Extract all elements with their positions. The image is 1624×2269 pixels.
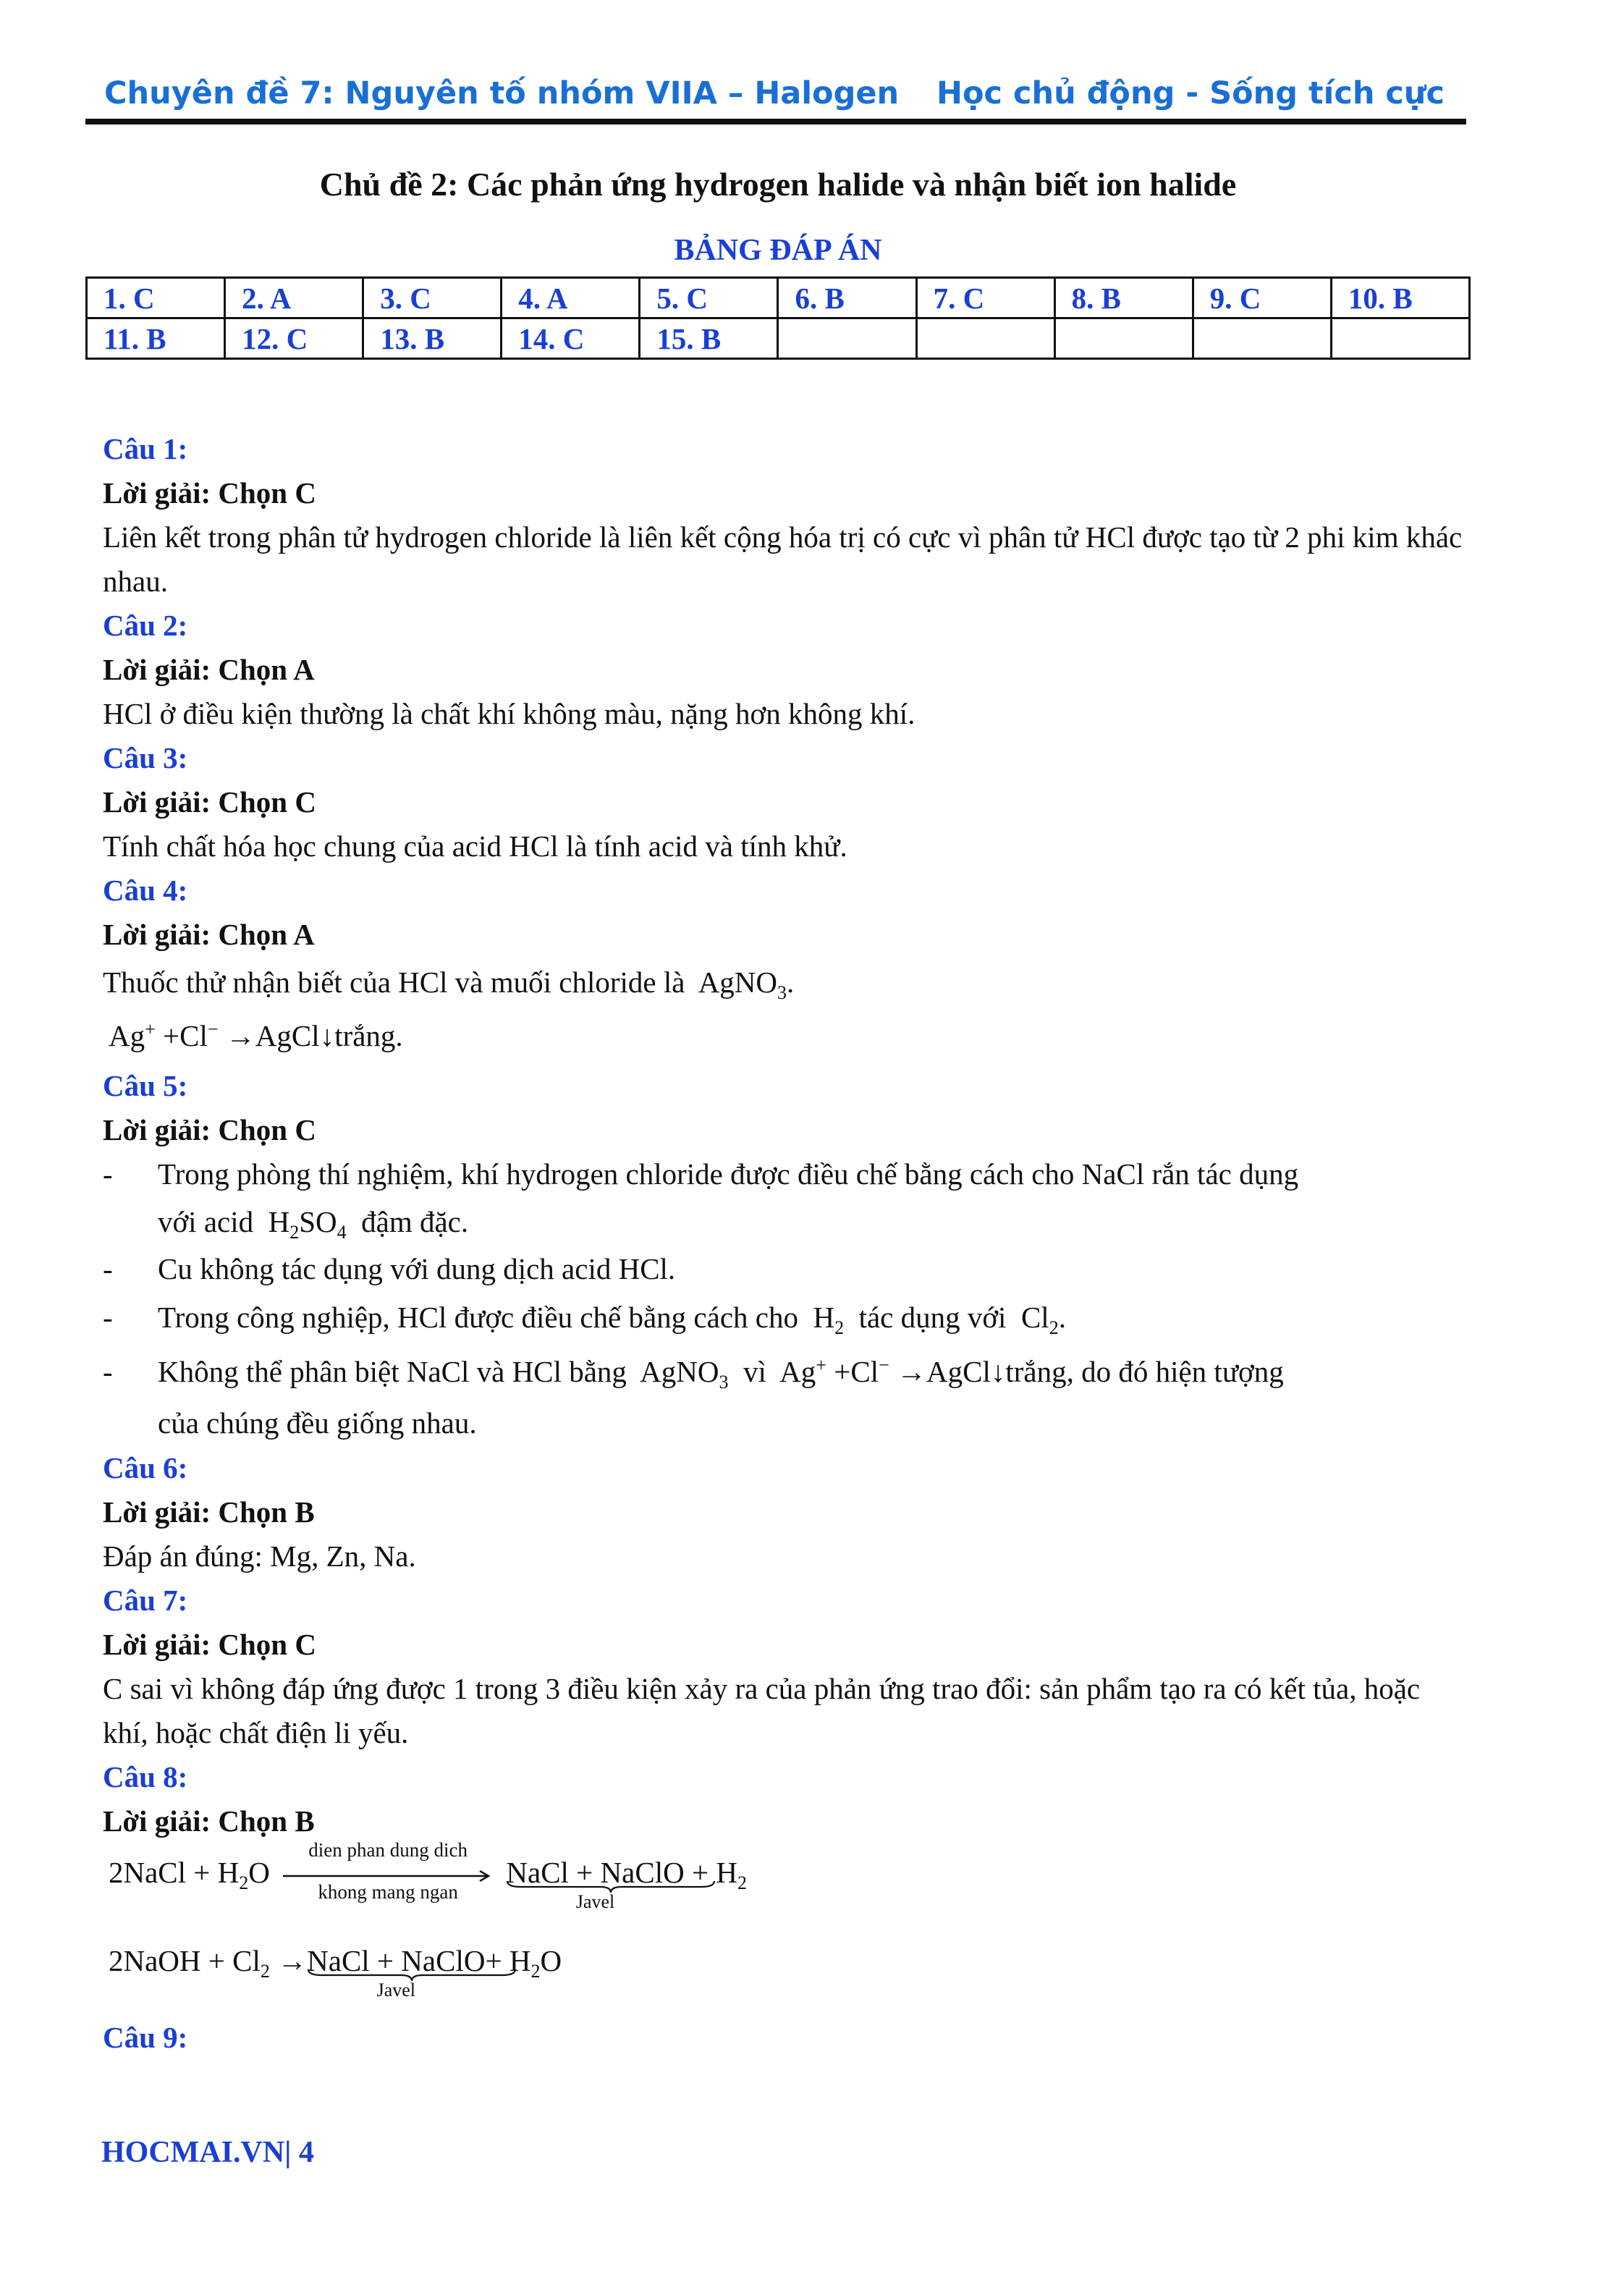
question-7-text: C sai vì không đáp ứng được 1 trong 3 điều kiện xảy ra của phản ứng trao đổi: sản phẩm tạo ra có kết tủa, hoặc khí, hoặc chất điện li yếu.: [103, 1672, 1421, 1749]
eq-product: AgCl: [926, 1355, 991, 1388]
list-item-text: [158, 1343, 1463, 1400]
eq-plus: +: [834, 1355, 851, 1388]
page-footer: HOCMAI.VN| 4: [101, 2136, 314, 2169]
formula-part: Cl: [1020, 1301, 1049, 1334]
answer-cell: [1331, 318, 1469, 359]
formula-sub: 2: [260, 1961, 270, 1982]
arrow-condition-above: dien phan dung dich: [308, 1838, 468, 1861]
formula-part: SO: [299, 1205, 337, 1238]
eq-cl-charge: −: [207, 1018, 219, 1040]
answer-cell: [1193, 318, 1331, 359]
list-item-text: Cu không tác dụng với dung dịch acid HCl.: [158, 1252, 676, 1285]
answer-cell: 3. C: [363, 278, 502, 318]
eq1-lhs: [109, 1856, 270, 1894]
answer-cell: 8. B: [1054, 278, 1193, 318]
table-row: [87, 278, 1470, 318]
answer-cell: 12. C: [225, 318, 363, 359]
eq2-lhs: [109, 1944, 270, 1982]
question-6-label: Câu 6:: [103, 1451, 188, 1484]
eq-ag: Ag: [109, 1019, 145, 1052]
answer-cell: [1054, 318, 1193, 359]
page-header: [101, 72, 1462, 123]
question-5-solution: Lời giải: Chọn C: [103, 1113, 316, 1146]
answer-table-title: BẢNG ĐÁP ÁN: [674, 234, 882, 267]
text-fragment: Trong công nghiệp, HCl được điều chế bằng cách cho: [158, 1301, 798, 1334]
list-item: [103, 1291, 1463, 1343]
answer-cell: [916, 318, 1054, 359]
formula-sub: 4: [337, 1222, 347, 1243]
question-3-text: Tính chất hóa học chung của acid HCl là tính acid và tính khử.: [103, 829, 847, 863]
eq-ag-ion: [779, 1355, 826, 1388]
question-6-solution: Lời giải: Chọn B: [103, 1495, 315, 1529]
eq-cl-charge: −: [879, 1354, 889, 1376]
question-8-equation-1: [103, 1838, 1463, 1932]
brace-content: NaCl + NaClO: [506, 1856, 685, 1889]
eq-product: AgCl: [255, 1019, 320, 1052]
formula-part: 2NaCl + H: [109, 1856, 240, 1889]
question-1-label: Câu 1:: [103, 432, 188, 465]
precipitate-arrow-icon: ↓: [990, 1355, 1006, 1388]
answer-cell: 2. A: [225, 278, 363, 318]
answer-cell: 11. B: [87, 318, 225, 359]
eq-arrow: →: [277, 1944, 308, 1977]
electrolysis-arrow: [283, 1838, 493, 1903]
agno3-formula: [640, 1355, 729, 1393]
formula-part: H: [268, 1205, 290, 1238]
question-3-solution: Lời giải: Chọn C: [103, 785, 316, 819]
formula-part: + H: [691, 1856, 737, 1889]
table-row: [87, 318, 1470, 359]
list-dash: -: [103, 1157, 113, 1191]
answer-cell: 10. B: [1331, 278, 1469, 318]
javel-brace: [307, 1932, 486, 2000]
header-slogan: Học chủ động - Sống tích cực: [936, 75, 1445, 111]
eq-note: trắng.: [334, 1019, 403, 1052]
answer-cell: 5. C: [640, 278, 778, 318]
javel-brace: [506, 1843, 685, 1912]
list-item-text-cont: [158, 1196, 1463, 1247]
question-2-label: Câu 2:: [103, 609, 188, 642]
formula-part: AgNO: [640, 1355, 719, 1388]
answer-cell: 9. C: [1193, 278, 1331, 318]
text-fragment: với acid: [158, 1205, 254, 1238]
question-4-equation: [103, 1007, 1463, 1064]
list-item: [103, 1152, 1463, 1247]
header-topic: Chuyên đề 7: Nguyên tố nhóm VIIA – Halogen: [104, 75, 900, 111]
answer-cell: 4. A: [502, 278, 640, 318]
formula-part: + H: [485, 1944, 531, 1977]
h2-formula: [813, 1301, 845, 1339]
text-fragment: đậm đặc.: [361, 1205, 469, 1238]
question-6-text: Đáp án đúng: Mg, Zn, Na.: [103, 1539, 416, 1573]
question-2-text: HCl ở điều kiện thường là chất khí không màu, nặng hơn không khí.: [103, 697, 915, 730]
question-1-solution: Lời giải: Chọn C: [103, 476, 316, 510]
eq-arrow: →: [225, 1019, 255, 1052]
text-fragment: Không thể phân biệt NaCl và HCl bằng: [158, 1355, 627, 1388]
question-1-text: Liên kết trong phân tử hydrogen chloride là liên kết cộng hóa trị có cực vì phân tử HCl được tạo từ 2 phi kim khác nhau.: [103, 520, 1463, 598]
list-dash: -: [103, 1355, 113, 1388]
formula-sub: 2: [1049, 1317, 1059, 1339]
precipitate-arrow-icon: ↓: [319, 1019, 335, 1052]
solutions-body: [103, 427, 1463, 2060]
list-item-text: Trong phòng thí nghiệm, khí hydrogen chloride được điều chế bằng cách cho NaCl rắn tác dụng: [158, 1157, 1299, 1191]
question-7-label: Câu 7:: [103, 1584, 188, 1617]
agno3-formula: [698, 966, 787, 1004]
list-dash: -: [103, 1252, 113, 1285]
brace-content: NaCl + NaClO: [307, 1944, 486, 1977]
document-title: Chủ đề 2: Các phản ứng hydrogen halide và nhận biết ion halide: [319, 166, 1237, 203]
answer-cell: 6. B: [778, 278, 916, 318]
formula-sub: 2: [530, 1961, 541, 1982]
list-item: [103, 1343, 1463, 1446]
eq-ag-charge: +: [145, 1018, 156, 1040]
question-8-equation-2: [103, 1932, 1463, 2013]
eq-arrow: →: [896, 1355, 926, 1388]
list-item-text-cont: của chúng đều giống nhau.: [158, 1406, 477, 1440]
eq-cl-ion: [850, 1355, 889, 1388]
list-item-text: [158, 1291, 1463, 1343]
header-rule: [85, 119, 1466, 124]
arrow-condition-below: khong mang ngan: [318, 1880, 458, 1903]
formula-part: O: [248, 1856, 270, 1889]
answer-table: [85, 276, 1471, 360]
formula-part: O: [540, 1944, 562, 1977]
reaction-arrow-icon: [283, 1870, 493, 1882]
question-8-solution: Lời giải: Chọn B: [103, 1804, 315, 1838]
answer-cell: 7. C: [916, 278, 1054, 318]
question-3-label: Câu 3:: [103, 741, 188, 774]
formula-sub: 3: [777, 982, 787, 1004]
text-fragment: .: [1058, 1301, 1066, 1334]
eq-ag-ion: [109, 1019, 156, 1052]
formula-sub: 2: [834, 1317, 845, 1339]
question-4-label: Câu 4:: [103, 874, 188, 907]
formula-sub: 2: [289, 1222, 300, 1243]
list-item: [103, 1247, 1463, 1291]
eq-ag: Ag: [779, 1355, 816, 1388]
question-7-solution: Lời giải: Chọn C: [103, 1628, 316, 1661]
formula-sub: 2: [239, 1872, 249, 1894]
answer-cell: [778, 318, 916, 359]
eq-plus: +: [163, 1019, 180, 1052]
brace-label: Javel: [376, 1979, 416, 2000]
formula-part: 2NaOH + Cl: [109, 1944, 261, 1977]
answer-cell: 13. B: [363, 318, 502, 359]
answer-cell: 15. B: [640, 318, 778, 359]
formula-sub: 3: [719, 1372, 729, 1393]
eq-cl-ion: [179, 1019, 218, 1052]
text-fragment: vì: [743, 1355, 766, 1388]
question-4-text-suffix: .: [787, 966, 795, 999]
brace-label: Javel: [575, 1891, 615, 1912]
question-4-solution: Lời giải: Chọn A: [103, 918, 315, 951]
formula-main: AgNO: [698, 966, 778, 999]
eq-cl: Cl: [850, 1355, 879, 1388]
answer-cell: 14. C: [502, 318, 640, 359]
text-fragment: trắng, do đó hiện tượng: [1005, 1355, 1284, 1388]
h2so4-formula: [268, 1205, 347, 1243]
eq-ag-charge: +: [816, 1354, 826, 1376]
eq-cl: Cl: [179, 1019, 208, 1052]
question-9-label: Câu 9:: [103, 2021, 188, 2054]
formula-part: H: [813, 1301, 835, 1334]
question-4-text: [103, 957, 1463, 1007]
question-8-label: Câu 8:: [103, 1760, 188, 1793]
cl2-formula: [1020, 1301, 1059, 1339]
text-fragment: tác dụng với: [858, 1301, 1007, 1334]
question-4-text-prefix: Thuốc thử nhận biết của HCl và muối chloride là: [103, 966, 685, 999]
question-5-label: Câu 5:: [103, 1069, 188, 1102]
list-dash: -: [103, 1301, 113, 1334]
question-2-solution: Lời giải: Chọn A: [103, 653, 315, 686]
formula-sub: 2: [737, 1872, 747, 1894]
answer-cell: 1. C: [87, 278, 225, 318]
